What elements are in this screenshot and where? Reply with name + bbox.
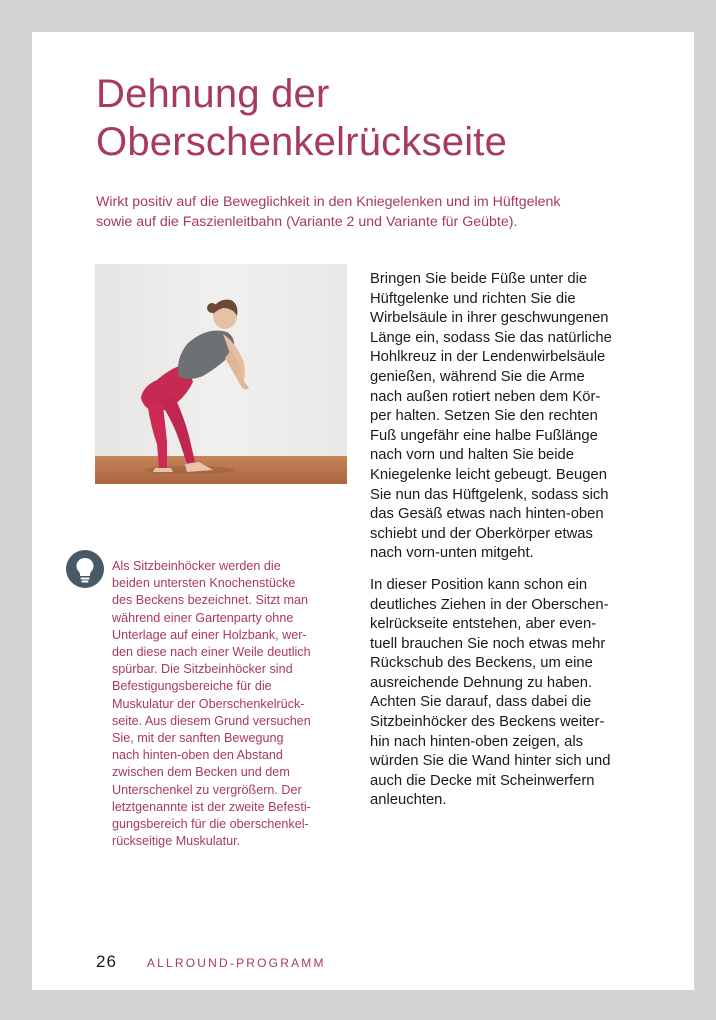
body-line: Achten Sie darauf, dass dabei die [370,694,592,711]
tip-box [112,558,352,850]
body-line: nach außen rotiert neben dem Kör- [370,388,601,405]
body-line: Kniegelenke leicht gebeugt. Beugen [370,466,607,483]
tip-line: rückseitige Muskulatur. [112,834,241,849]
body-line: das Gesäß etwas nach hinten-oben [370,506,604,523]
page-number: 26 [96,952,117,971]
page-footer [96,952,326,972]
body-line: würden Sie die Wand hinter sich und [370,753,611,770]
tip-line: zwischen dem Becken und dem [112,765,290,780]
exercise-illustration [95,264,347,484]
tip-line: während einer Gartenparty ohne [112,610,294,625]
page [32,32,694,990]
body-line: tuell brauchen Sie noch etwas mehr [370,635,606,652]
body-line: In dieser Position kann schon ein [370,576,588,593]
body-line: Hohlkreuz in der Lendenwirbelsäule [370,349,606,366]
tip-line: Unterschenkel zu vergrößern. Der [112,782,302,797]
body-line: schiebt und der Oberkörper etwas [370,525,593,542]
body-line: ausreichende Dehnung zu haben. [370,674,593,691]
intro-line: sowie auf die Faszienleitbahn (Variante 2 und Variante für Geübte). [96,214,518,230]
body-line: nach vorn-unten mitgeht. [370,545,534,562]
body-line: auch die Decke mit Scheinwerfern [370,772,595,789]
body-line: genießen, während Sie die Arme [370,368,585,385]
lightbulb-icon [66,550,104,588]
tip-line: spürbar. Die Sitzbeinhöcker sind [112,662,293,677]
body-line: Sitzbeinhöcker des Beckens weiter- [370,714,605,731]
body-line: Wirbelsäule in ihrer geschwungenen [370,310,609,327]
tip-line: gungsbereich für die oberschenkel- [112,817,309,832]
tip-line: letztgenannte ist der zweite Befesti- [112,799,311,814]
tip-line: Als Sitzbeinhöcker werden die [112,559,281,573]
tip-line: Sie, mit der sanften Bewegung [112,731,284,746]
body-line: Sie nun das Hüftgelenk, sodass sich [370,486,609,503]
body-line: nach vorn und halten Sie beide [370,447,575,464]
page-title [96,70,656,166]
body-line: deutliches Ziehen in der Oberschen- [370,596,609,613]
body-text [370,270,660,823]
intro-line: Wirkt positiv auf die Beweglichkeit in den Kniegelenken und im Hüftgelenk [96,194,561,210]
body-line: hin nach hinten-oben zeigen, als [370,733,584,750]
body-line: Fuß ungefähr eine halbe Fußlänge [370,427,598,444]
section-name: ALLROUND-PROGRAMM [146,956,326,970]
tip-line: den diese nach einer Weile deutlich [112,645,311,660]
title-line-1: Dehnung der [96,72,330,116]
tip-line: Befestigungsbereiche für die [112,679,272,694]
exercise-photo [95,264,347,484]
tip-line: Muskulatur der Oberschenkelrück- [112,696,305,711]
tip-line: Unterlage auf einer Holzbank, wer- [112,627,307,642]
body-paragraph-2 [370,576,660,811]
body-line: Bringen Sie beide Füße unter die [370,271,588,287]
body-line: Rückschub des Beckens, um eine [370,655,593,672]
body-line: Hüftgelenke und richten Sie die [370,290,576,307]
body-line: anleuchten. [370,792,447,809]
body-line: per halten. Setzen Sie den rechten [370,408,598,425]
tip-line: des Beckens bezeichnet. Sitzt man [112,593,309,608]
body-paragraph-1 [370,270,660,564]
title-line-2: Oberschenkelrückseite [96,120,508,164]
intro-text [96,192,636,232]
tip-line: seite. Aus diesem Grund versuchen [112,713,311,728]
body-line: Länge ein, sodass Sie das natürliche [370,329,612,346]
tip-line: nach hinten-oben den Abstand [112,748,283,763]
tip-line: beiden untersten Knochenstücke [112,576,296,591]
body-line: kelrückseite entstehen, aber even- [370,616,597,633]
